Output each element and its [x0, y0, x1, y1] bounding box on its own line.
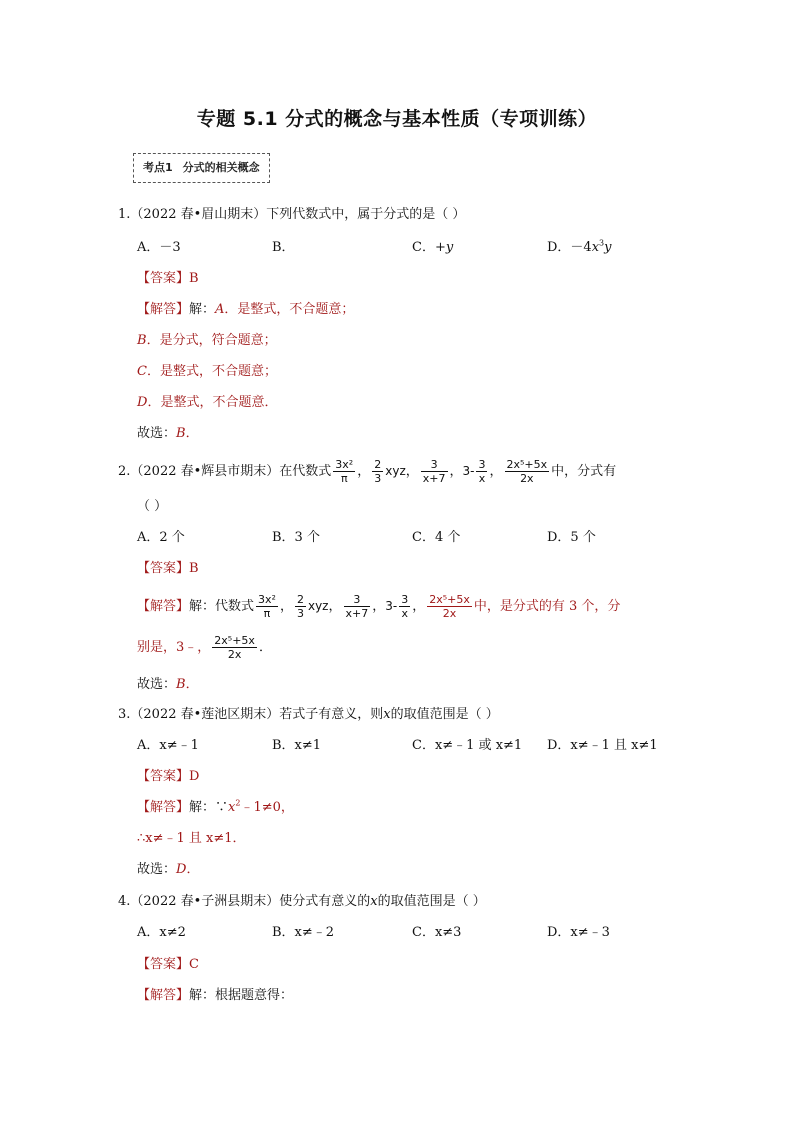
q1-solution-lead: 解：	[189, 302, 216, 317]
q2-sol-f6-numerator: 2x⁵+5x	[214, 634, 255, 647]
q2-sol-f4-denominator: x	[401, 607, 408, 620]
q1-option-d-y: y	[604, 240, 612, 255]
q3-solution-label: 【解答】	[137, 800, 190, 815]
q4-option-d: D．x≠﹣3	[547, 925, 610, 940]
q2-sol-sep-2: ，	[328, 599, 342, 614]
q2-f2-tail: xyz	[385, 464, 406, 478]
q2-sol-f2-tail: xyz	[307, 599, 329, 613]
q4-stem-var: x	[370, 894, 378, 909]
q1-option-c	[412, 238, 453, 258]
q2-sol-f5-denominator: 2x	[442, 607, 457, 620]
q1-choose-label: 故选：	[137, 426, 177, 441]
q4-stem-tail: 的取值范围是（ ）	[377, 894, 486, 909]
q1-solution-line1	[137, 300, 354, 320]
q2-sol-fraction-6	[212, 634, 257, 661]
topic-label: 考点1	[143, 161, 173, 174]
q3-option-d: D．x≠﹣1 且 x≠1	[547, 738, 658, 753]
q3-solution-var: x	[228, 800, 236, 815]
q2-fraction-2	[372, 458, 383, 485]
q2-choose-label: 故选：	[137, 677, 177, 692]
q4-stem	[118, 892, 486, 912]
q4-solution-text: 解：根据题意得：	[189, 988, 294, 1003]
q3-choose-tail: ．	[186, 862, 200, 877]
q2-sol-f3-denominator: x+7	[345, 607, 369, 620]
q2-choose-var: B	[176, 677, 186, 692]
q1-option-a: A．－3	[137, 240, 181, 255]
q2-solution-line2	[137, 632, 272, 664]
q3-solution-exp: 2	[235, 798, 241, 808]
q1-solution-line3	[137, 362, 277, 382]
q3-choose-label: 故选：	[137, 862, 177, 877]
q2-solution-line1	[137, 590, 620, 623]
topic-box	[133, 153, 270, 183]
q1-solution-tail-d: ．是整式，不合题意．	[147, 395, 278, 410]
q2-sol-f2-denominator: 3	[296, 607, 304, 620]
q3-solution-line1	[137, 798, 294, 818]
q2-f4-prefix: 3-	[462, 464, 475, 478]
page-title: 专题 5.1 分式的概念与基本性质（专项训练）	[196, 108, 598, 130]
q2-solution-line2-prefix: 别是，3﹣，	[137, 640, 211, 655]
q2-stem-line2: （ ）	[137, 499, 168, 514]
q2-f4-denominator: x	[478, 472, 486, 485]
q1-option-d-exp: 3	[599, 238, 605, 248]
q1-choose-tail: ．	[185, 426, 199, 441]
q2-sol-fraction-4	[399, 593, 410, 620]
q2-sol-f5-numerator: 2x⁵+5x	[429, 593, 470, 606]
q2-f3-numerator: 3	[421, 458, 448, 472]
q2-sol-f6-denominator: 2x	[227, 648, 242, 661]
q1-solution-var-a: A	[215, 302, 225, 317]
q3-solution-tail: ﹣1≠0，	[240, 800, 294, 815]
q2-sol-fraction-2	[295, 593, 306, 620]
q2-sep-2: ，	[405, 464, 419, 479]
q1-stem: 1.（2022 春•眉山期末）下列代数式中，属于分式的是（ ）	[118, 207, 466, 222]
q2-solution-lead: 解：代数式	[189, 599, 255, 614]
q1-solution-tail-a: ．是整式，不合题意；	[224, 302, 355, 317]
q1-option-b: B．	[272, 240, 295, 255]
q1-option-d-x: x	[591, 240, 600, 255]
q2-sep-3: ，	[449, 464, 463, 479]
q2-stem	[118, 455, 616, 488]
q2-f1-numerator: 3x²	[335, 458, 354, 471]
q4-stem-prefix: 4.（2022 春•子洲县期末）使分式有意义的	[118, 894, 371, 909]
q2-fraction-5	[505, 458, 550, 485]
q2-solution-label: 【解答】	[137, 599, 190, 614]
q1-solution-label: 【解答】	[137, 302, 190, 317]
q2-f4-numerator: 3	[478, 458, 486, 471]
q2-sol-sep-1: ，	[279, 599, 293, 614]
q4-option-c: C．x≠3	[412, 925, 462, 940]
q3-solution-lead: 解：∵	[189, 800, 229, 815]
q1-solution-line2	[137, 331, 277, 351]
q2-sol-sep-3: ，	[372, 599, 386, 614]
q2-solution-tail: 中，是分式的有 3 个，分	[473, 599, 621, 614]
q3-option-b: B．x≠1	[272, 738, 322, 753]
q3-stem	[118, 705, 499, 725]
q2-option-b: B．3 个	[272, 530, 320, 545]
q3-answer: 【答案】D	[137, 769, 200, 784]
q2-option-a: A．2 个	[137, 530, 185, 545]
q1-solution-var-c: C	[137, 364, 147, 379]
q1-option-c-var: y	[445, 240, 454, 255]
q2-f1-denominator: π	[340, 472, 348, 485]
q3-option-c: C．x≠﹣1 或 x≠1	[412, 738, 523, 753]
q2-sep-4: ，	[489, 464, 503, 479]
topic-text: 分式的相关概念	[182, 161, 260, 174]
q1-solution-line4	[137, 393, 277, 413]
q2-choose-tail: ．	[185, 677, 199, 692]
q2-sep-1: ，	[357, 464, 371, 479]
q3-stem-var: x	[383, 707, 391, 722]
q2-sol-f3-numerator: 3	[344, 593, 371, 607]
q3-stem-prefix: 3.（2022 春•莲池区期末）若式子有意义，则	[118, 707, 384, 722]
q2-sol-sep-4: ，	[412, 599, 426, 614]
q2-f2-denominator: 3	[374, 472, 382, 485]
q2-sol-f2-numerator: 2	[296, 593, 304, 606]
q2-stem-prefix: 2.（2022 春•辉县市期末）在代数式	[118, 464, 332, 479]
q1-choose-var: B	[176, 426, 186, 441]
q1-option-d	[547, 238, 612, 258]
q2-choose	[137, 675, 199, 695]
q3-option-a: A．x≠﹣1	[137, 738, 199, 753]
q2-f5-denominator: 2x	[520, 472, 534, 485]
q2-stem-tail: 中，分式有	[551, 464, 617, 479]
q3-solution-line2: ∴x≠﹣1 且 x≠1．	[137, 831, 246, 846]
q2-sol-f1-numerator: 3x²	[258, 593, 276, 606]
q2-option-d: D．5 个	[547, 530, 596, 545]
q4-solution-line1	[137, 986, 293, 1006]
q1-choose	[137, 424, 199, 444]
q4-answer: 【答案】C	[137, 957, 199, 972]
q2-fraction-1	[333, 458, 355, 485]
q2-fraction-3	[421, 458, 448, 485]
q1-option-c-prefix: C．+	[412, 240, 446, 255]
q1-answer: 【答案】B	[137, 271, 199, 286]
q1-solution-tail-b: ．是分式，符合题意；	[146, 333, 277, 348]
q4-option-b: B．x≠﹣2	[272, 925, 335, 940]
q2-f3-denominator: x+7	[422, 472, 446, 485]
q2-sol-f4-numerator: 3	[401, 593, 409, 606]
q2-fraction-4	[476, 458, 487, 485]
q2-sol-f4-prefix: 3-	[385, 599, 398, 613]
q1-solution-tail-c: ．是整式，不合题意；	[146, 364, 277, 379]
q2-sol-fraction-5	[427, 593, 472, 620]
q2-option-c: C．4 个	[412, 530, 461, 545]
q1-solution-var-b: B	[137, 333, 147, 348]
q2-sol-fraction-1	[256, 593, 278, 620]
q2-solution-line2-tail: ．	[258, 640, 272, 655]
q4-solution-label: 【解答】	[137, 988, 190, 1003]
q2-answer: 【答案】B	[137, 561, 199, 576]
q2-sol-fraction-3	[344, 593, 371, 620]
q2-sol-f1-denominator: π	[263, 607, 271, 620]
q3-choose-var: D	[176, 862, 187, 877]
q2-f5-numerator: 2x⁵+5x	[506, 458, 548, 471]
q2-f2-numerator: 2	[374, 458, 382, 471]
q3-stem-tail: 的取值范围是（ ）	[390, 707, 499, 722]
q4-option-a: A．x≠2	[137, 925, 186, 940]
q1-solution-var-d: D	[137, 395, 148, 410]
q1-option-d-prefix: D．－4	[547, 240, 592, 255]
q3-choose	[137, 860, 199, 880]
